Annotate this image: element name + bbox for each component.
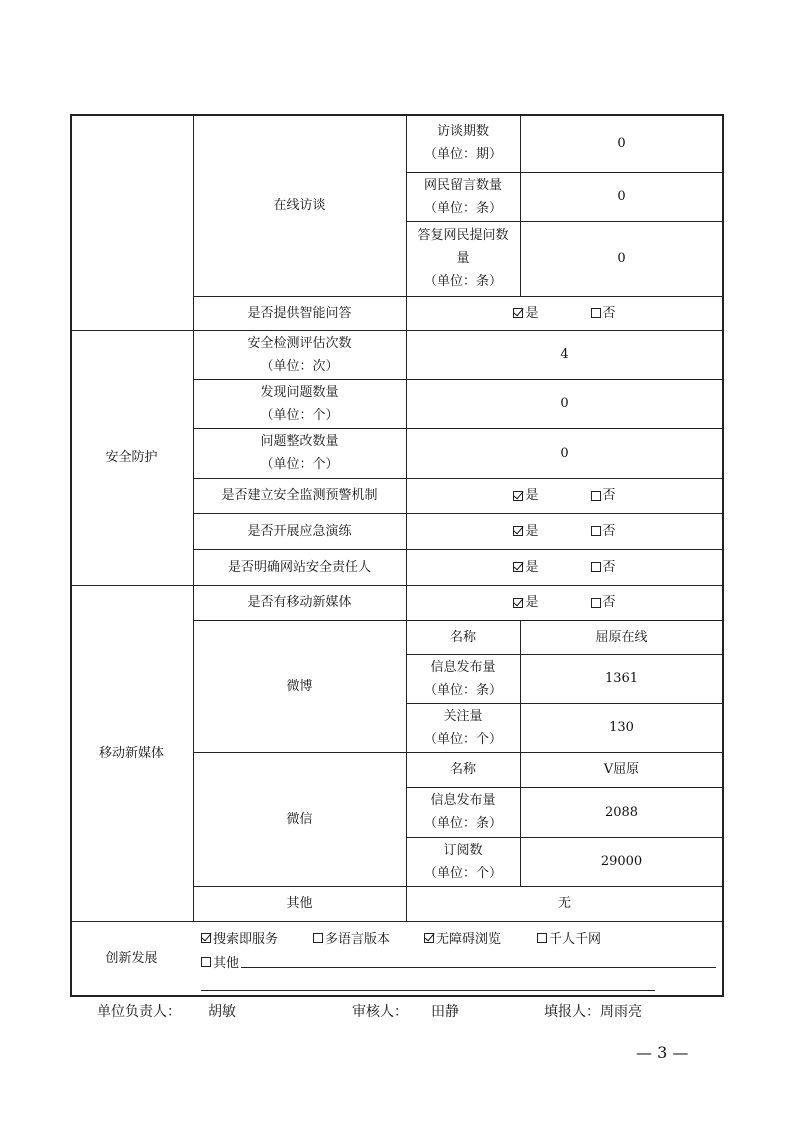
security-fixed-label: 问题整改数量 （单位：个） bbox=[260, 434, 339, 472]
other-fill-line-1[interactable] bbox=[241, 967, 716, 968]
security-owner-choice bbox=[406, 549, 723, 585]
page-number: — 3 — bbox=[636, 1043, 689, 1062]
media-has-label: 是否有移动新媒体 bbox=[247, 595, 352, 610]
checked-box-icon[interactable] bbox=[201, 933, 211, 943]
wechat-posts-label: 信息发布量 （单位：条） bbox=[423, 793, 502, 831]
media-has-choice bbox=[406, 585, 723, 620]
weibo-posts-value: 1361 bbox=[604, 671, 639, 686]
drill-no[interactable]: 否 bbox=[591, 520, 616, 543]
media-no[interactable]: 否 bbox=[591, 591, 616, 614]
media-yes[interactable]: 是 bbox=[513, 591, 538, 614]
checked-box-icon[interactable] bbox=[513, 598, 523, 608]
footer-filler: 填报人：周雨亮 bbox=[544, 1004, 642, 1020]
empty-box-icon[interactable] bbox=[591, 491, 601, 501]
monitoring-no[interactable]: 否 bbox=[591, 484, 616, 507]
wechat-posts-value: 2088 bbox=[604, 804, 639, 820]
weibo-follows-value: 130 bbox=[609, 720, 634, 735]
wechat-name-value: V屈原 bbox=[603, 762, 640, 777]
security-drill-label: 是否开展应急演练 bbox=[247, 523, 352, 539]
footer-head-name: 胡敏 bbox=[208, 1004, 236, 1020]
weibo-name-value: 屈原在线 bbox=[595, 629, 648, 645]
security-checks-label: 安全检测评估次数 （单位：次） bbox=[247, 335, 352, 374]
owner-yes[interactable]: 是 bbox=[513, 556, 538, 579]
drill-yes[interactable]: 是 bbox=[513, 520, 538, 543]
weibo-posts-label: 信息发布量 （单位：条） bbox=[423, 659, 502, 698]
interview-answers-label: 答复网民提问数 量 （单位：条） bbox=[417, 228, 509, 289]
interview-periods-label: 访谈期数 （单位：期） bbox=[423, 124, 502, 162]
interview-answers-value: 0 bbox=[617, 251, 626, 266]
security-issues-label: 发现问题数量 （单位：个） bbox=[260, 384, 339, 423]
monitoring-yes[interactable]: 是 bbox=[513, 484, 538, 507]
empty-box-icon[interactable] bbox=[313, 933, 323, 943]
media-other-label: 其他 bbox=[286, 896, 313, 911]
footer-reviewer-name: 田静 bbox=[431, 1004, 459, 1020]
security-drill-choice bbox=[406, 513, 723, 549]
other-fill-line-2[interactable] bbox=[201, 990, 655, 991]
empty-box-icon[interactable] bbox=[591, 308, 601, 318]
empty-box-icon[interactable] bbox=[537, 933, 547, 943]
weibo-follows-label: 关注量 （单位：个） bbox=[423, 708, 502, 747]
weibo-label: 微博 bbox=[286, 678, 313, 694]
owner-no[interactable]: 否 bbox=[591, 556, 616, 579]
empty-box-icon[interactable] bbox=[591, 526, 601, 536]
innovation-label: 创新发展 bbox=[105, 951, 158, 966]
innovation-option-other[interactable]: 其他 bbox=[201, 952, 239, 971]
smart-qa-label: 是否提供智能问答 bbox=[247, 305, 352, 321]
weibo-name-label: 名称 bbox=[449, 629, 476, 645]
checked-box-icon[interactable] bbox=[424, 933, 434, 943]
security-monitoring-label: 是否建立安全监测预警机制 bbox=[221, 488, 378, 503]
wechat-label: 微信 bbox=[286, 811, 313, 827]
checked-box-icon[interactable] bbox=[513, 308, 523, 318]
innovation-option-multilang[interactable]: 多语言版本 bbox=[313, 928, 390, 947]
media-other-value: 无 bbox=[557, 896, 571, 911]
empty-box-icon[interactable] bbox=[201, 957, 211, 967]
interview-messages-value: 0 bbox=[617, 189, 626, 204]
innovation-option-search[interactable]: 搜索即服务 bbox=[201, 928, 278, 947]
checked-box-icon[interactable] bbox=[513, 491, 523, 501]
smart-qa-choice bbox=[406, 296, 723, 330]
wechat-subs-label: 订阅数 （单位：个） bbox=[423, 842, 502, 881]
security-monitoring-choice bbox=[406, 478, 723, 513]
innovation-option-personalized[interactable]: 千人千网 bbox=[537, 928, 601, 947]
footer-head-label: 单位负责人： bbox=[97, 1004, 181, 1020]
security-section-label: 安全防护 bbox=[105, 450, 158, 465]
security-issues-value: 0 bbox=[560, 396, 569, 411]
empty-box-icon[interactable] bbox=[591, 598, 601, 608]
footer-reviewer-label: 审核人： bbox=[352, 1004, 408, 1020]
interview-periods-value: 0 bbox=[617, 135, 626, 151]
checked-box-icon[interactable] bbox=[513, 562, 523, 572]
security-fixed-value: 0 bbox=[560, 445, 569, 461]
wechat-name-label: 名称 bbox=[449, 762, 476, 777]
innovation-option-accessibility[interactable]: 无障碍浏览 bbox=[424, 928, 501, 947]
wechat-subs-value: 29000 bbox=[600, 854, 643, 869]
media-section-label: 移动新媒体 bbox=[98, 745, 164, 761]
interview-label: 在线访谈 bbox=[273, 197, 326, 213]
interview-messages-label: 网民留言数量 （单位：条） bbox=[423, 177, 502, 216]
checked-box-icon[interactable] bbox=[513, 526, 523, 536]
smart-qa-no[interactable]: 否 bbox=[591, 302, 616, 325]
security-checks-value: 4 bbox=[560, 347, 569, 362]
security-owner-label: 是否明确网站安全责任人 bbox=[227, 559, 371, 575]
smart-qa-yes[interactable]: 是 bbox=[513, 302, 538, 325]
empty-box-icon[interactable] bbox=[591, 562, 601, 572]
